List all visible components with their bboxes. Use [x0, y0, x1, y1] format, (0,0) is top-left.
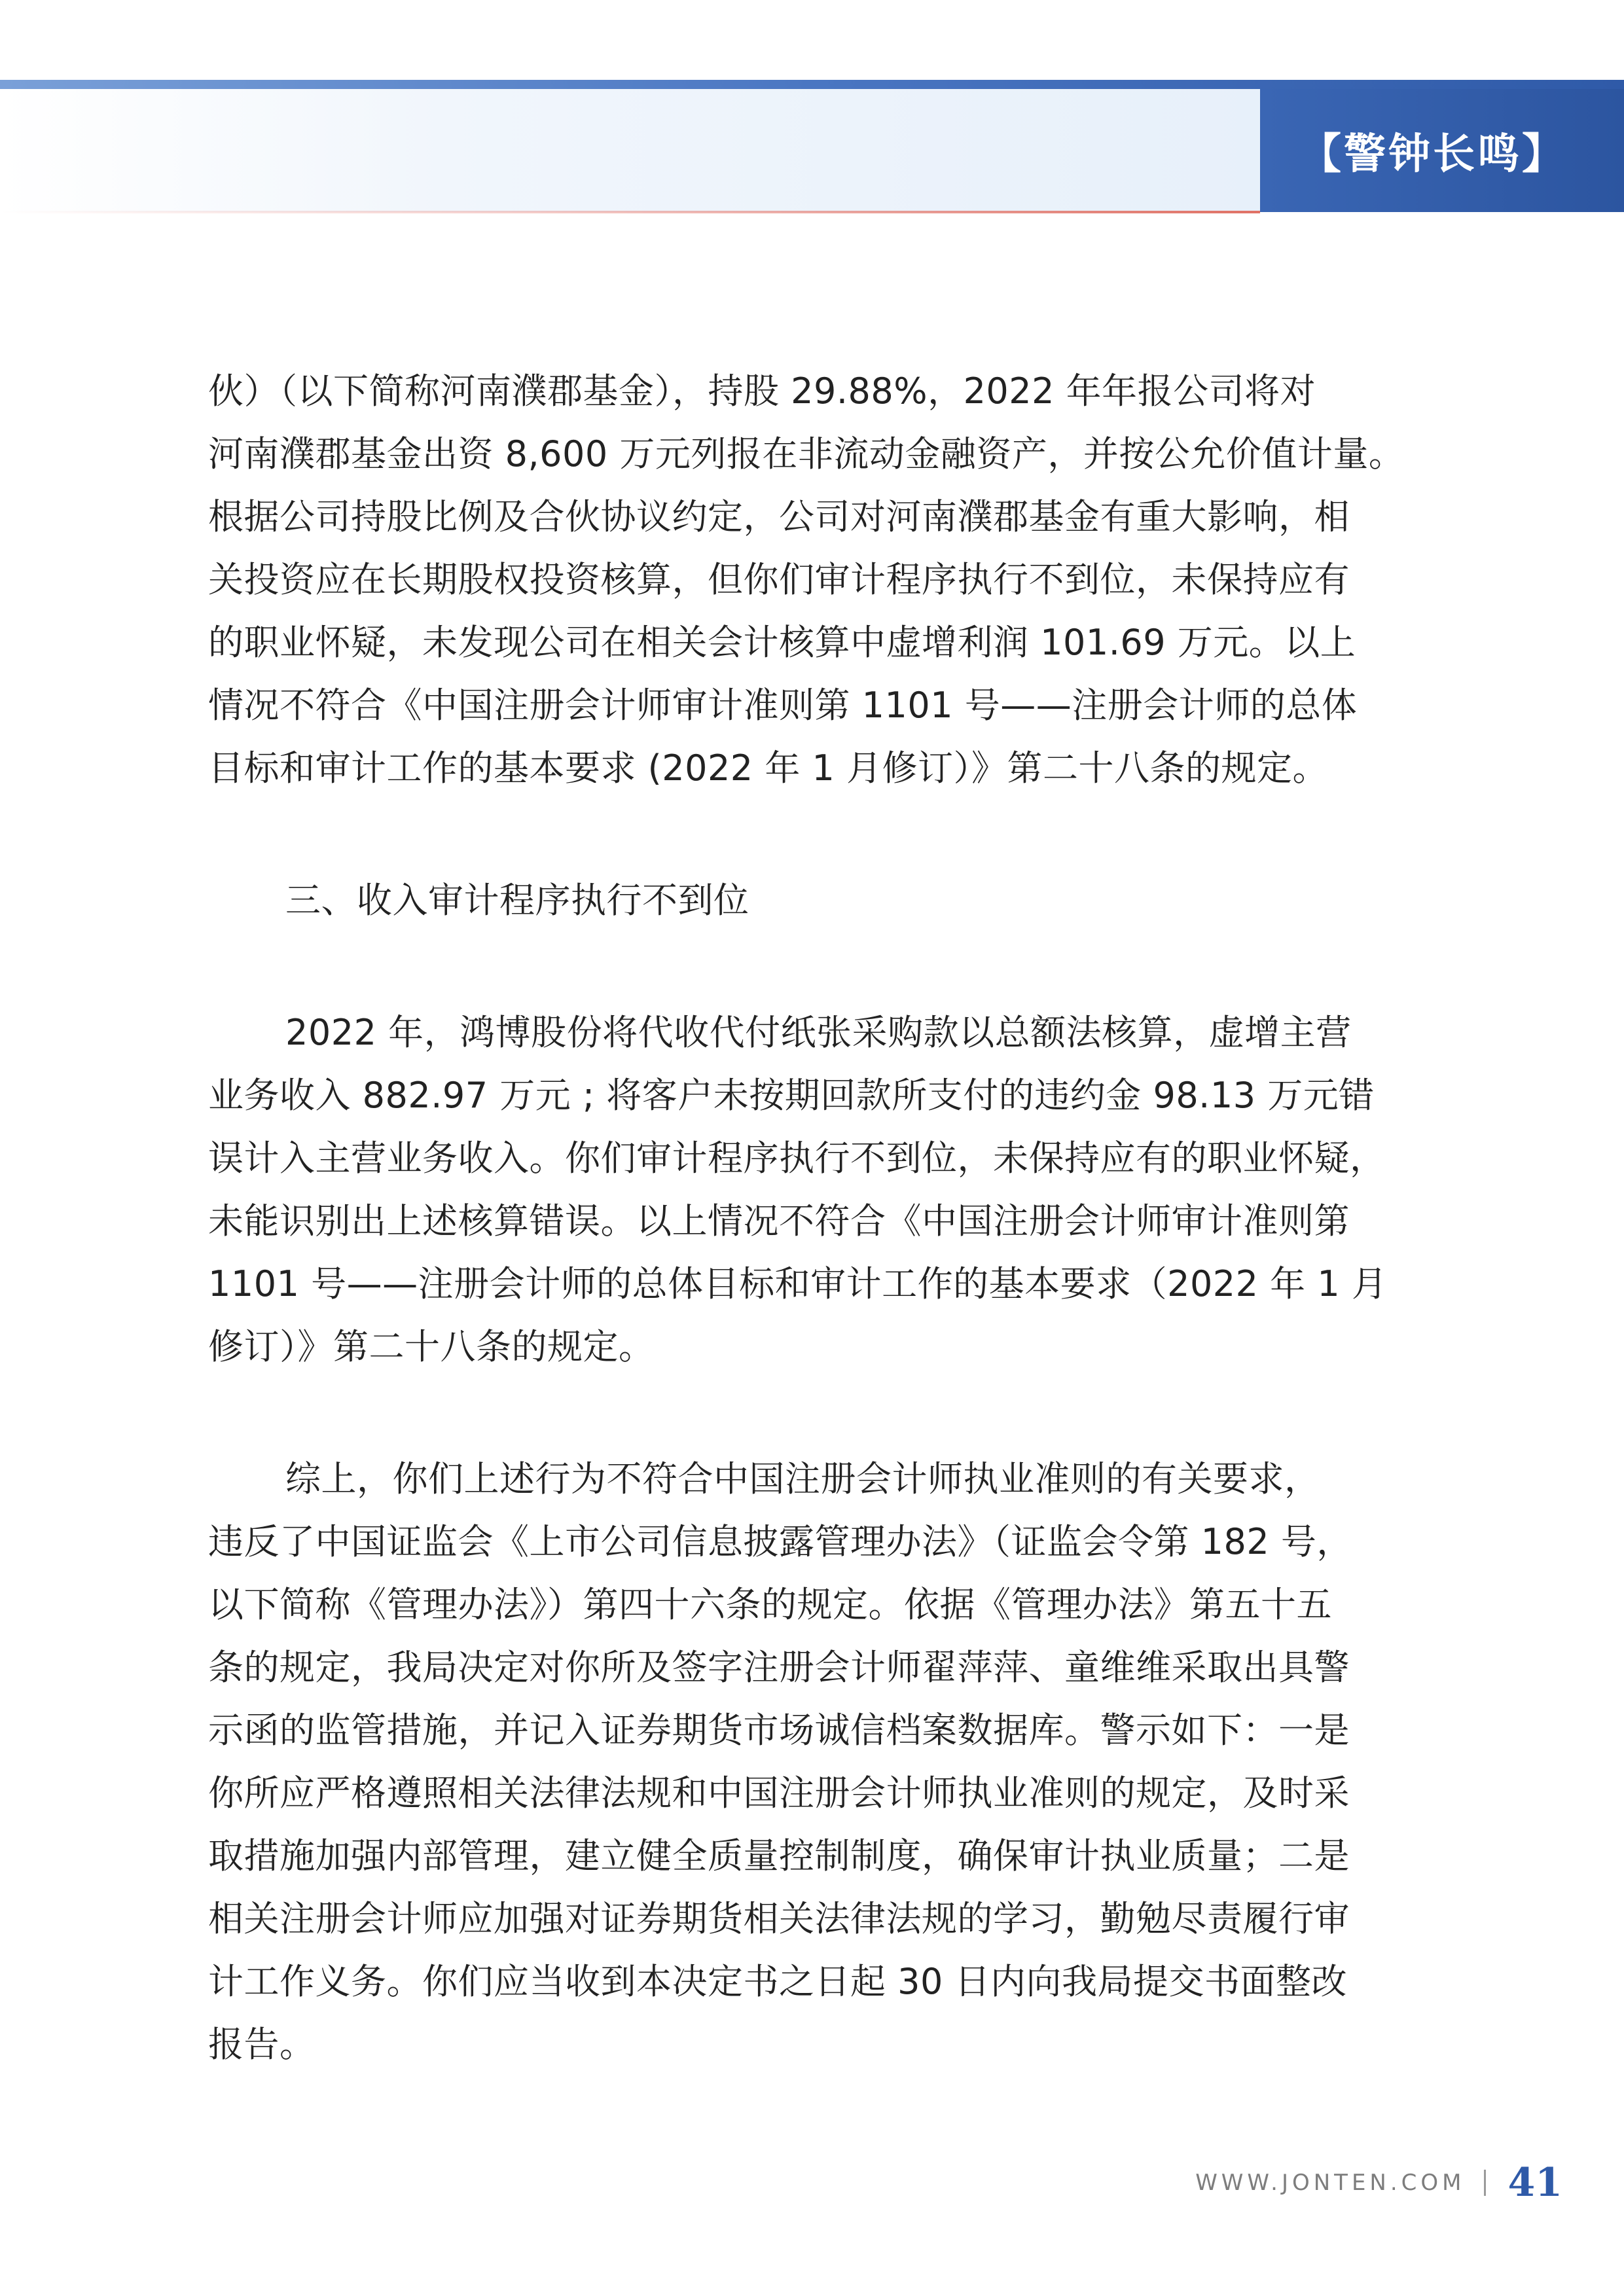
text-line: 情况不符合《中国注册会计师审计准则第 1101 号——注册会计师的总体	[208, 685, 1358, 726]
paragraph-revenue-audit	[208, 1001, 1426, 1378]
text-line: 业务收入 882.97 万元 ; 将客户未按期回款所支付的违约金 98.13 万元错	[208, 1075, 1375, 1116]
text-line: 报告。	[208, 2024, 316, 2065]
text-line: 误计入主营业务收入。你们审计程序执行不到位，未保持应有的职业怀疑，	[208, 1138, 1386, 1179]
header-accent-line	[0, 211, 1260, 213]
paragraph-conclusion	[208, 1448, 1426, 2076]
text-line: 的职业怀疑，未发现公司在相关会计核算中虚增利润 101.69 万元。以上	[208, 622, 1356, 663]
header-band	[0, 89, 1260, 212]
text-line: 取措施加强内部管理，建立健全质量控制制度，确保审计执业质量；二是	[208, 1835, 1350, 1876]
text-line: 相关注册会计师应加强对证券期货相关法律法规的学习，勤勉尽责履行审	[208, 1898, 1350, 1939]
paragraph-gap	[208, 932, 1426, 1001]
page-number: 41	[1507, 2160, 1562, 2206]
paragraph-continuation	[208, 360, 1426, 800]
paragraph-gap	[208, 1378, 1426, 1448]
text-line: 1101 号——注册会计师的总体目标和审计工作的基本要求（2022 年 1 月	[208, 1263, 1388, 1304]
document-body	[208, 360, 1426, 2076]
text-line: 综上，你们上述行为不符合中国注册会计师执业准则的有关要求，	[285, 1458, 1320, 1499]
text-line: 示函的监管措施，并记入证券期货市场诚信档案数据库。警示如下：一是	[208, 1710, 1350, 1751]
text-line: 目标和审计工作的基本要求 (2022 年 1 月修订）》第二十八条的规定。	[208, 747, 1329, 789]
text-line: 2022 年，鸿博股份将代收代付纸张采购款以总额法核算，虚增主营	[285, 1012, 1352, 1053]
text-line: 伙）（以下简称河南濮郡基金），持股 29.88%，2022 年年报公司将对	[208, 370, 1316, 412]
text-line: 以下简称《管理办法》）第四十六条的规定。依据《管理办法》第五十五	[208, 1584, 1332, 1625]
text-line: 条的规定，我局决定对你所及签字注册会计师翟萍萍、童维维采取出具警	[208, 1647, 1350, 1688]
section-tag-label: 【警钟长鸣】	[1299, 130, 1566, 179]
text-line: 未能识别出上述核算错误。以上情况不符合《中国注册会计师审计准则第	[208, 1200, 1350, 1242]
page-footer	[1195, 2160, 1562, 2206]
text-line: 违反了中国证监会《上市公司信息披露管理办法》（证监会令第 182 号，	[208, 1521, 1352, 1562]
section-heading: 三、收入审计程序执行不到位	[285, 880, 749, 921]
text-line: 河南濮郡基金出资 8,600 万元列报在非流动金融资产，并按公允价值计量。	[208, 433, 1405, 475]
text-line: 计工作义务。你们应当收到本决定书之日起 30 日内向我局提交书面整改	[208, 1961, 1348, 2002]
website-url: WWW.JONTEN.COM	[1195, 2170, 1466, 2196]
text-line: 修订）》第二十八条的规定。	[208, 1326, 655, 1367]
header-top-line	[0, 80, 1624, 89]
text-line: 你所应严格遵照相关法律法规和中国注册会计师执业准则的规定，及时采	[208, 1772, 1350, 1814]
text-line: 根据公司持股比例及合伙协议约定，公司对河南濮郡基金有重大影响，相	[208, 496, 1350, 537]
section-tag	[1260, 89, 1624, 212]
paragraph-gap	[208, 800, 1426, 869]
footer-divider	[1484, 2170, 1486, 2196]
text-line: 关投资应在长期股权投资核算，但你们审计程序执行不到位，未保持应有	[208, 559, 1350, 600]
